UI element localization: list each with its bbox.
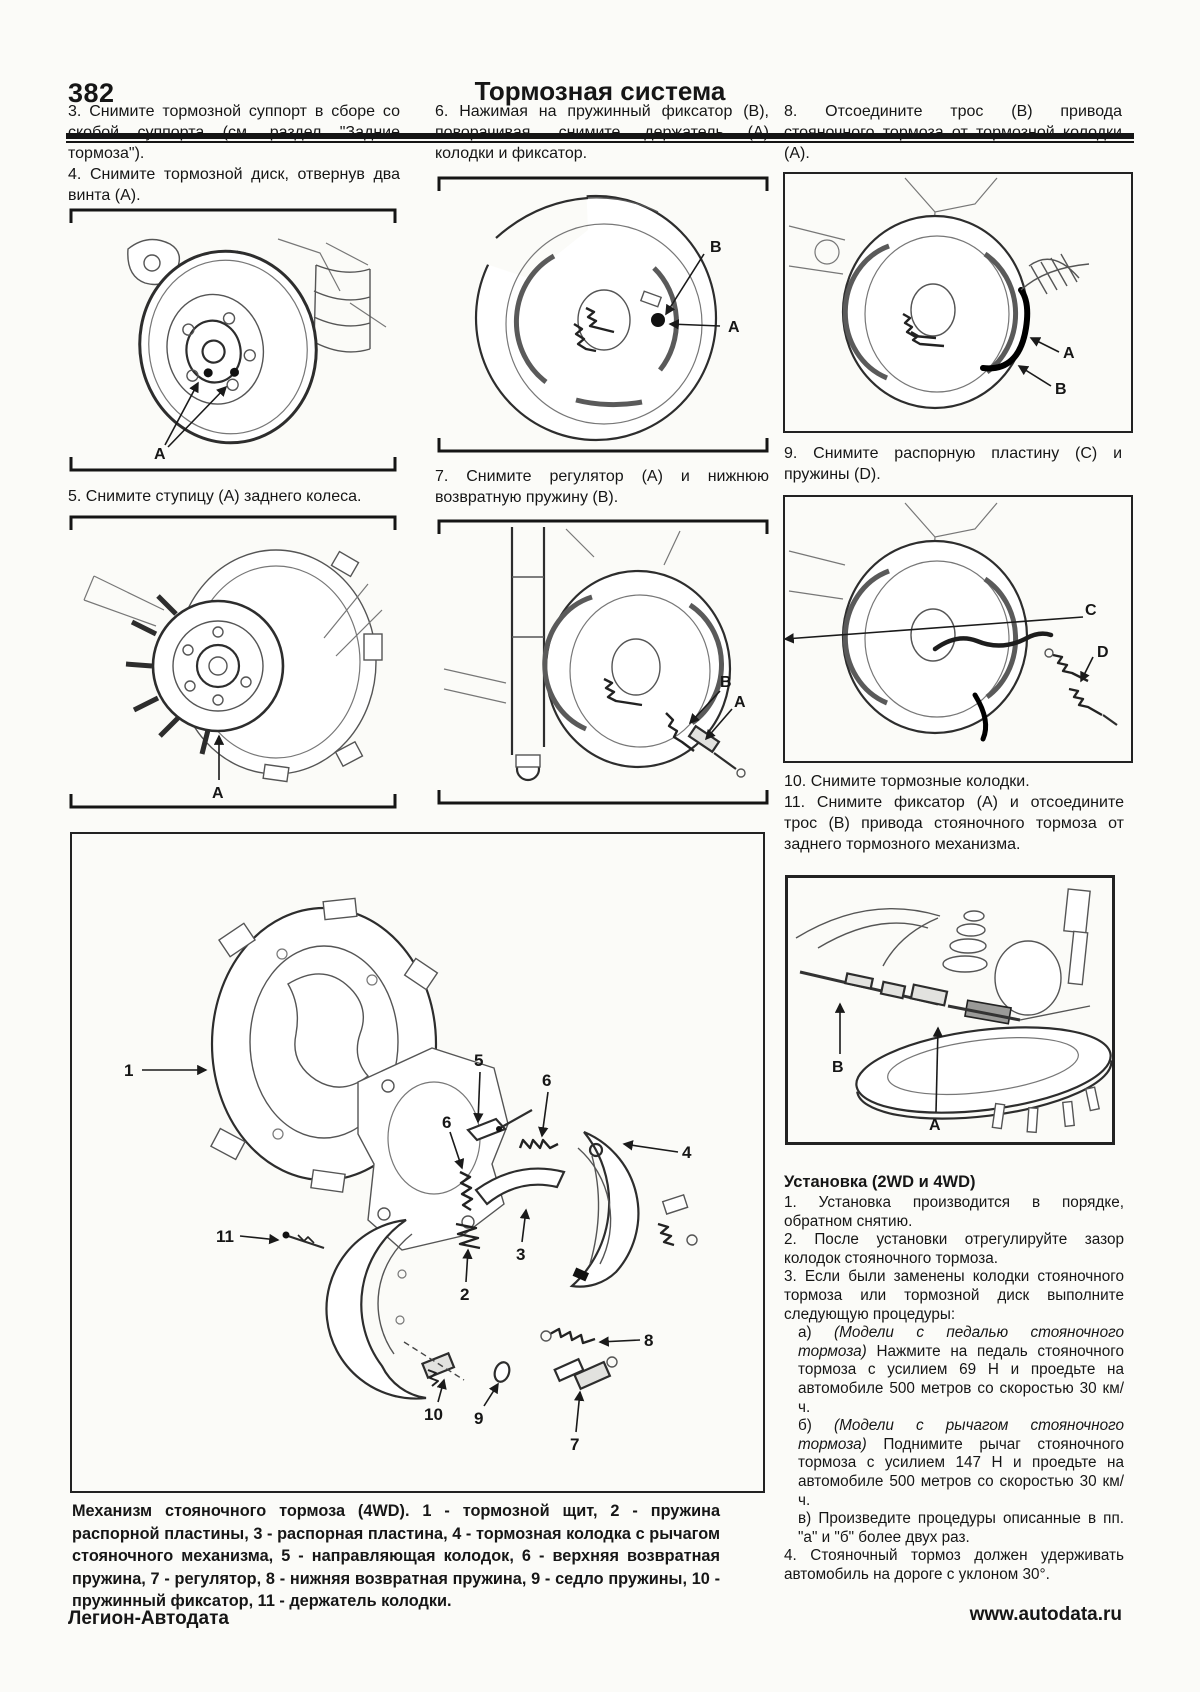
step-3-4-text [68,101,400,206]
figure-rear-hub [68,514,398,810]
part-8-label: 8 [644,1331,654,1350]
step-9-text [784,443,1122,485]
fig4-label-b: B [720,674,732,691]
page-title: Тормозная система [474,76,726,106]
step-10: 10. Снимите тормозные колодки. [784,773,1030,790]
figure-adjuster-spring [436,517,770,807]
figure-backing-plate [436,174,770,455]
page-number: 382 [68,78,115,108]
fig6-label-d: D [1097,644,1109,661]
fig5-label-a: A [1063,345,1075,362]
step-5-text [68,486,400,507]
publisher-name: Легион-Автодата [68,1608,229,1629]
website-url: www.autodata.ru [969,1604,1122,1625]
part-2-label: 2 [460,1285,470,1304]
part-7-label: 7 [570,1435,580,1454]
figure-parking-cable [783,172,1133,433]
step-10-11-text [784,771,1124,855]
step-6: 6. Нажимая на пружинный фиксатор (В), поворачивая, снимите держатель (А) колодки и фиксатор. [435,103,769,162]
step-8: 8. Отсоедините трос (В) привода стояночного тормоза от тормозной колодки (А). [784,103,1122,162]
fig7-label-b: B [832,1059,844,1076]
step-7-text [435,466,769,508]
figure-brake-disc [68,207,398,473]
fig2-label-a: A [212,785,224,802]
install-step-4: 4. Стояночный тормоз должен удерживать автомобиль на дороге с уклоном 30°. [784,1547,1124,1583]
install-step-1: 1. Установка производится в порядке, обратном снятию. [784,1194,1124,1230]
fig5-label-b: B [1055,381,1067,398]
part-10-label: 10 [424,1405,443,1424]
step-11: 11. Снимите фиксатор (А) и отсоедините трос (В) привода стояночного тормоза от заднего тормозного механизма. [784,794,1124,853]
figure-exploded-parking-brake [70,832,765,1493]
fig1-label-a: A [154,446,166,463]
step-3: 3. Снимите тормозной суппорт в сборе со скобой суппорта (см. раздел "Задние тормоза"). [68,103,400,162]
fig3-label-b: B [710,239,722,256]
step-7: 7. Снимите регулятор (А) и нижнюю возвратную пружину (В). [435,468,769,506]
fig3-label-a: A [728,319,740,336]
step-8-text [784,101,1122,164]
exploded-diagram-caption: Механизм стояночного тормоза (4WD). 1 - тормозной щит, 2 - пружина распорной пластины, 3 - распорная пластина, 4 - тормозная колодка с рычагом стояночного механизма, 5 - направляющая колодок, 6 - верхняя возвратная пружина, 7 - регулятор, 8 - нижняя возвратная пружина, 9 - седло пружины, 10 - пружинный фиксатор, 11 - держатель колодки. [72,1502,720,1610]
fig7-label-a: A [929,1117,941,1134]
part-11-label: 11 [216,1227,234,1246]
installation-section [784,1172,1124,1584]
step-6-text [435,101,769,164]
install-sub-a: а) (Модели с педалью стояночного тормоза) Нажмите на педаль стояночного тормоза с усилием 69 Н и проедьте на автомобиле 500 метров со скоростью 30 км/ч. [798,1324,1125,1416]
installation-heading: Установка (2WD и 4WD) [784,1173,976,1191]
part-9-label: 9 [474,1409,484,1428]
figure-spreader-plate [783,495,1133,763]
part-3-label: 3 [516,1245,526,1264]
fig4-label-a: A [734,694,746,711]
step-5: 5. Снимите ступицу (А) заднего колеса. [68,488,362,505]
figure-cable-under-axle [785,875,1115,1145]
part-1-label: 1 [124,1061,134,1080]
install-step-2: 2. После установки отрегулируйте зазор колодок стояночного тормоза. [784,1231,1124,1267]
install-sub-b: б) (Модели с рычагом стояночного тормоза) Поднимите рычаг стояночного тормоза с усилием 147 Н и проедьте на автомобиле 500 метров со скоростью 30 км/ч. [798,1417,1124,1509]
part-6-left-label: 6 [442,1113,452,1132]
install-step-3: 3. Если были заменены колодки стояночного тормоза или тормозной диск выполните следующую процедуры: [784,1268,1124,1323]
step-9: 9. Снимите распорную пластину (С) и пружины (D). [784,445,1122,483]
part-4-label: 4 [682,1143,692,1162]
step-4: 4. Снимите тормозной диск, отвернув два винта (А). [68,166,400,204]
part-5-label: 5 [474,1051,484,1070]
part-6-right-label: 6 [542,1071,552,1090]
install-sub-c: в) Произведите процедуры описанные в пп. "а" и "б" более двух раз. [798,1510,1124,1546]
fig6-label-c: C [1085,602,1097,619]
